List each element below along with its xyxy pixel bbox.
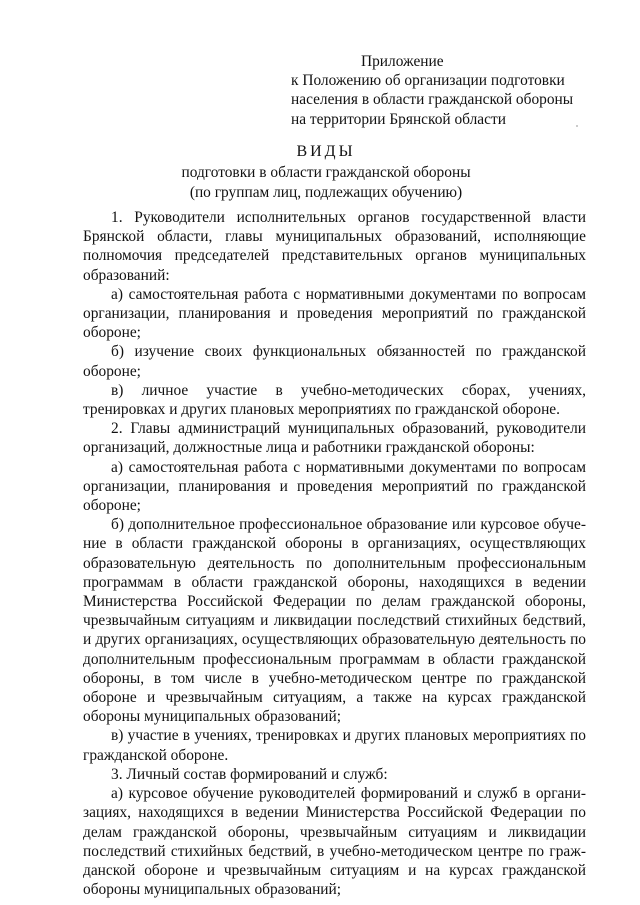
title-subtitle: подготовки в области гражданской обороны <box>181 164 471 181</box>
paragraph-3: 3. Личный состав формирований и служб: <box>111 765 388 783</box>
appendix-heading: Приложение <box>361 53 444 70</box>
paragraph-1: 1. Руководители исполнительных органов государственной власти Брянской области, главы муниципальных образований, исполняющие полномочия председателей представительных органов муниципальных образований: <box>83 209 586 284</box>
document-title <box>0 141 640 202</box>
paragraph-1a: а) самостоятельная работа с нормативными документами по вопросам организации, планирования и проведения мероприятий по гражданской обороне; <box>83 285 586 342</box>
paragraph-2a: а) самостоятельная работа с нормативными документами по вопросам организации, планирования и проведения мероприятий по гражданской обороне; <box>83 458 586 515</box>
appendix-line-1: к Положению об организации подготовки <box>291 72 565 90</box>
paragraph-2b: б) дополнительное профессиональное образование или курсовое обучение в области гражданской обороны в организациях, осуществляющих образовательную деятельность по дополнительным профессиональным программам в области гражданской обороны, находящихся в ведении Министерства Российской Федерации по делам гражданской обороны, чрезвычайным ситуациям и ликвидации последствий стихийных бедствий, и других организациях, осуществляющих образовательную деятельность по дополнительным профессиональным программам в области гражданской обороны, в том числе в учебно-методическом центре по гражданской обороне и чрезвычайным ситуациям, а также на курсах гражданской обороны муниципальных образований; <box>83 516 586 726</box>
title-main: ВИДЫ <box>296 143 356 160</box>
scan-speck <box>576 125 578 127</box>
appendix-line-3: на территории Брянской области <box>291 110 506 128</box>
appendix-header <box>291 52 591 129</box>
document-body <box>83 208 586 899</box>
paragraph-1v: в) личное участие в учебно-методических сборах, учениях, тренировках и других плановых мероприятиях по гражданской обороне. <box>83 381 586 419</box>
paragraph-3a: а) курсовое обучение руководителей формирований и служб в организациях, находящихся в ведении Министерства Российской Федерации по делам гражданской обороны, чрезвычайным ситуациям и ликвидации последствий стихийных бедствий, в учебно-методическом центре по гражданской обороне и чрезвычайным ситуациям и на курсах гражданской обороны муниципальных образований; <box>83 785 586 899</box>
paragraph-2: 2. Главы администраций муниципальных образований, руководители организаций, должностные лица и работники гражданской обороны: <box>83 420 586 457</box>
paragraph-1b: б) изучение своих функциональных обязанностей по гражданской обороне; <box>83 343 586 380</box>
paragraph-2v: в) участие в учениях, тренировках и других плановых мероприятиях по гражданской обороне. <box>83 727 586 764</box>
title-subtitle-groups: (по группам лиц, подлежащих обучению) <box>189 183 463 201</box>
appendix-line-2: населения в области гражданской обороны <box>291 91 574 109</box>
